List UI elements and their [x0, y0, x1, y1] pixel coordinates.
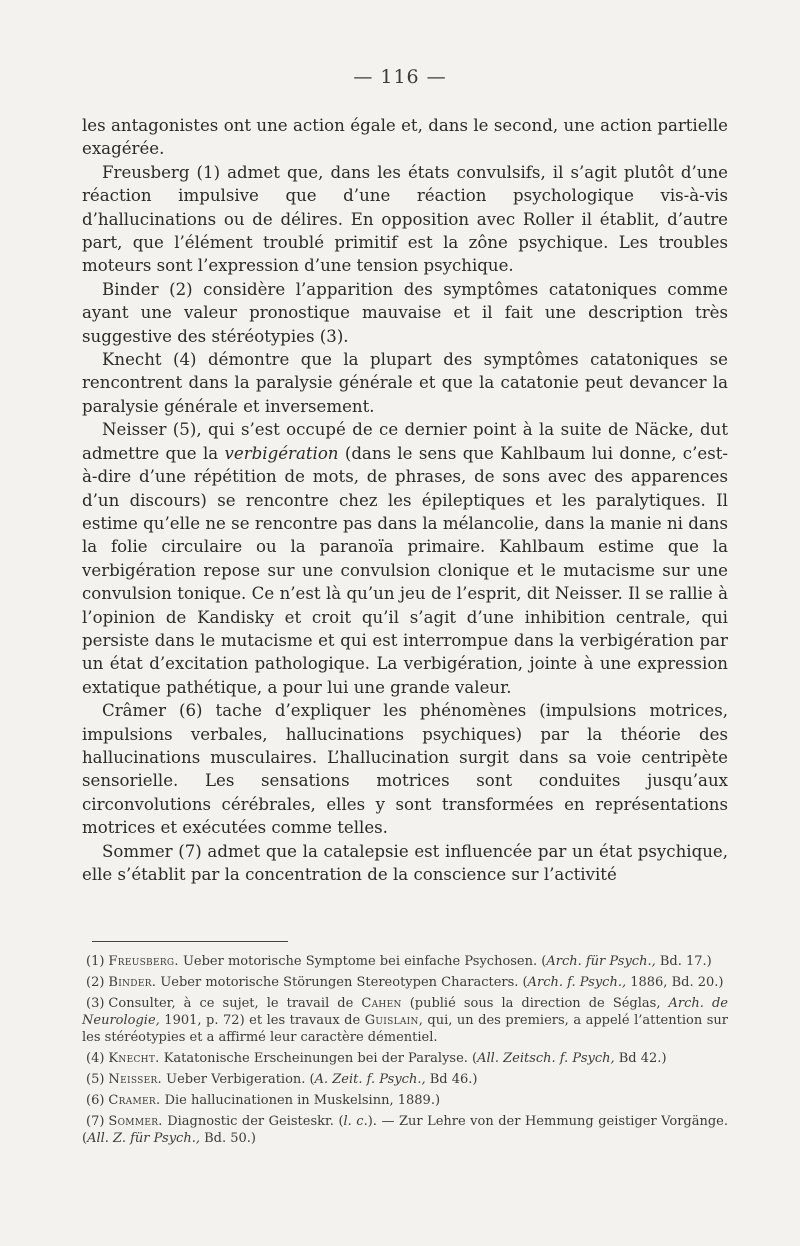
text-run: Ueber motorische Symptome bei einfache Psychosen. (	[178, 954, 547, 969]
text-run: Crâmer (6) tache d’expliquer les phénomènes (impulsions motrices, impulsions verbales, hallucinations psychiques) par la théorie des hallucinations musculaires. L’hallucination surgit dans sa voie centripète sensorielle. Les sensations motrices sont conduites jusqu’aux circonvolutions cérébrales, elles y sont transformées en représentations motrices et exécutées comme telles.	[82, 701, 728, 838]
text-run: (dans le sens que Kahlbaum lui donne, c’est-à-dire d’une répétition de mots, de phrases, de sons avec des apparences d’un discours) se rencontre chez les épileptiques et les paralytiques. Il estime qu’elle ne se rencontre pas dans la mélancolie, dans la manie ni dans la folie circulaire ou la paranoïa primaire. Kahlbaum estime que la verbigération repose sur une convulsion clonique et le mutacisme sur une convulsion tonique. Ce n’est là qu’un jeu de l’esprit, dit Neisser. Il se rallie à l’opinion de Kandisky et croit qu’il s’agit d’une inhibition centrale, qui persiste dans le mutacisme et qui est interrompue dans la verbigération par un état d’excitation pathologique. La verbigération, jointe à une expression extatique pathétique, a pour lui une grande valeur.	[82, 443, 728, 697]
footnote	[82, 1113, 728, 1147]
text-run: les antagonistes ont une action égale et, dans le second, une action partielle exagérée.	[82, 116, 728, 159]
author-name: Neisser.	[108, 1072, 162, 1087]
author-name: Sommer.	[108, 1114, 163, 1129]
paragraph	[82, 161, 728, 278]
text-run: Freusberg (1) admet que, dans les états convulsifs, il s’agit plutôt d’une réaction impulsive que d’une réaction psychologique vis-à-vis d’hallucinations ou de délires. En opposition avec Roller il établit, d’autre part, que l’élément troublé primitif est la zône psychique. Les troubles moteurs sont l’expression d’une tension psychique.	[82, 162, 728, 276]
text-run: Bd. 50.)	[199, 1131, 257, 1146]
text-run: (publié sous la direction de Séglas,	[401, 996, 669, 1011]
text-run: Ueber motorische Störungen Stereotypen Characters. (	[156, 975, 528, 990]
text-run: Neisser (5), qui s’est occupé de ce dernier point à la suite de Näcke, dut admettre que la	[82, 420, 728, 463]
body-text	[82, 114, 728, 886]
text-run: Diagnostic der Geisteskr. (	[162, 1114, 344, 1129]
italic-text: l. c.	[343, 1114, 368, 1129]
italic-text: All. Zeitsch. f. Psych,	[477, 1051, 615, 1066]
text-run: Bd. 17.)	[655, 954, 712, 969]
italic-text: Arch. f. Psych.,	[527, 975, 627, 990]
text-run: Bd 42.)	[614, 1051, 667, 1066]
footnote	[82, 1092, 728, 1109]
footnote-number: (3)	[86, 996, 105, 1011]
text-run: Binder (2) considère l’apparition des symptômes catatoniques comme ayant une valeur pronostique mauvaise et il fait une description très suggestive des stéréotypies (3).	[82, 279, 728, 346]
text-run: Consulter, à ce sujet, le travail de	[108, 996, 362, 1011]
italic-text: Arch. de Neurologie,	[82, 996, 728, 1028]
text-run: Knecht (4) démontre que la plupart des symptômes catatoniques se rencontrent dans la paralysie générale et que la catatonie peut devancer la paralysie générale et inversement.	[82, 350, 728, 416]
author-name: Binder.	[108, 975, 157, 990]
text-run: Ueber Verbigeration. (	[161, 1072, 315, 1087]
paragraph	[82, 348, 728, 418]
author-name: Knecht.	[108, 1051, 160, 1066]
text-run: , qui, un des premiers, a appelé l’attention sur les stéréotypies et a affirmé leur caractère démentiel.	[82, 1013, 728, 1045]
paragraph	[82, 278, 728, 348]
paragraph	[82, 840, 728, 887]
footnote	[82, 1050, 728, 1067]
footnotes	[82, 953, 728, 1151]
author-name: Guislain	[364, 1013, 419, 1028]
text-run: 1901, p. 72) et les travaux de	[159, 1013, 365, 1028]
paragraph	[82, 699, 728, 839]
footnote-number: (1)	[86, 954, 105, 969]
footnote-number: (2)	[86, 975, 105, 990]
footnote-divider	[92, 941, 288, 942]
footnote-number: (7)	[86, 1114, 105, 1129]
text-run: Bd 46.)	[425, 1072, 478, 1087]
footnote-number: (5)	[86, 1072, 105, 1087]
footnote	[82, 974, 728, 991]
text-run: Sommer (7) admet que la catalepsie est influencée par un état psychique, elle s’établit par la concentration de la conscience sur l’activité	[82, 841, 728, 884]
footnote	[82, 995, 728, 1046]
italic-text: All. Z. für Psych.,	[87, 1131, 200, 1146]
text-run: Die hallucinationen in Muskelsinn, 1889.)	[160, 1093, 441, 1108]
author-name: Cramer.	[108, 1093, 161, 1108]
paragraph	[82, 418, 728, 699]
text-run: Katatonische Erscheinungen bei der Paralyse. (	[159, 1051, 478, 1066]
footnote-number: (4)	[86, 1051, 105, 1066]
italic-text: A. Zeit. f. Psych.,	[314, 1072, 426, 1087]
page-number: — 116 —	[353, 66, 447, 88]
author-name: Cahen	[361, 996, 402, 1011]
footnote	[82, 1071, 728, 1088]
author-name: Freusberg.	[108, 954, 179, 969]
footnote-number: (6)	[86, 1093, 105, 1108]
paragraph	[82, 114, 728, 161]
footnote	[82, 953, 728, 970]
text-run: ). — Zur Lehre von der Hemmung geistiger Vorgänge. (	[82, 1114, 729, 1146]
italic-text: verbigération	[224, 443, 339, 463]
italic-text: Arch. für Psych.,	[546, 954, 656, 969]
text-run: 1886, Bd. 20.)	[626, 975, 724, 990]
